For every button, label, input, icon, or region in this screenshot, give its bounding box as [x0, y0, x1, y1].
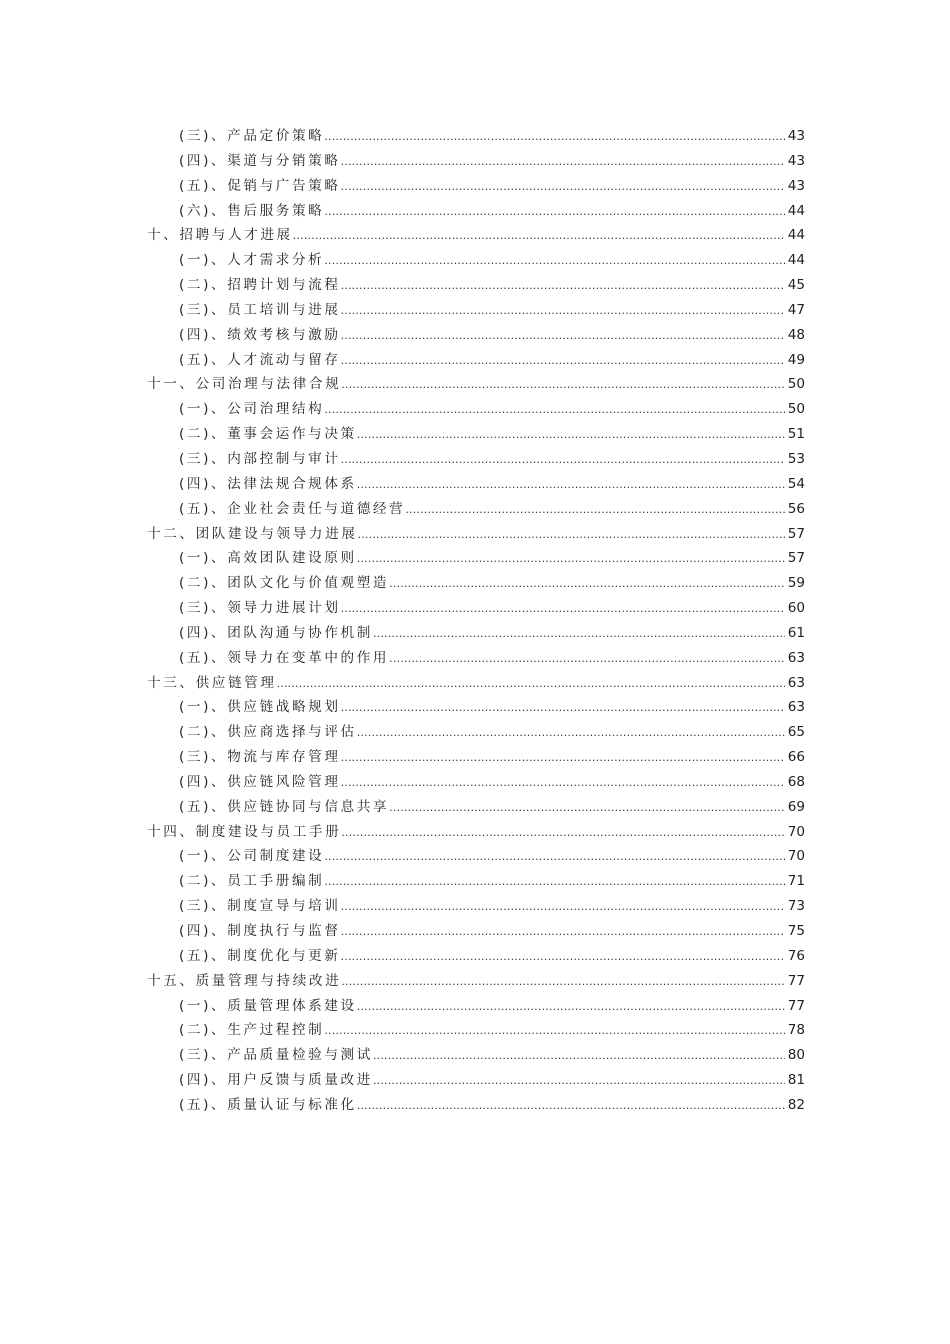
toc-entry-title: (四)、绩效考核与激励 — [179, 326, 341, 343]
toc-dot-leader — [341, 745, 785, 770]
toc-entry-title: (二)、董事会运作与决策 — [179, 426, 357, 443]
toc-chapter-entry[interactable] — [0, 522, 950, 547]
toc-entry-page-number: 82 — [787, 1096, 805, 1113]
toc-entry-page-number: 48 — [787, 326, 805, 343]
toc-section-entry[interactable] — [0, 422, 950, 447]
toc-dot-leader — [373, 1068, 785, 1093]
toc-section-entry[interactable] — [0, 695, 950, 720]
toc-dot-leader — [373, 1043, 785, 1068]
toc-entry-title: (二)、员工手册编制 — [179, 873, 325, 890]
toc-entry-page-number: 56 — [787, 500, 805, 517]
toc-entry-page-number: 43 — [787, 177, 805, 194]
toc-dot-leader — [357, 720, 785, 745]
toc-entry-title: (五)、制度优化与更新 — [179, 947, 341, 964]
toc-entry-page-number: 65 — [787, 724, 805, 741]
toc-section-entry[interactable] — [0, 646, 950, 671]
table-of-contents — [0, 124, 950, 1118]
toc-dot-leader — [324, 1018, 785, 1043]
toc-entry-page-number: 70 — [787, 848, 805, 865]
toc-chapter-entry[interactable] — [0, 671, 950, 696]
toc-section-entry[interactable] — [0, 174, 950, 199]
toc-dot-leader — [357, 994, 785, 1019]
toc-dot-leader — [341, 770, 785, 795]
toc-entry-title: (三)、物流与库存管理 — [179, 749, 341, 766]
toc-entry-title: 十五、质量管理与持续改进 — [147, 972, 342, 989]
toc-chapter-entry[interactable] — [0, 372, 950, 397]
toc-section-entry[interactable] — [0, 199, 950, 224]
toc-entry-title: (三)、内部控制与审计 — [179, 450, 341, 467]
toc-dot-leader — [357, 1093, 785, 1118]
toc-dot-leader — [341, 372, 785, 397]
toc-dot-leader — [341, 149, 785, 174]
toc-entry-title: 十二、团队建设与领导力进展 — [147, 525, 358, 542]
toc-entry-page-number: 44 — [787, 227, 805, 244]
toc-entry-title: (四)、法律法规合规体系 — [179, 475, 357, 492]
toc-entry-page-number: 63 — [787, 649, 805, 666]
toc-entry-title: (五)、质量认证与标准化 — [179, 1096, 357, 1113]
toc-entry-page-number: 57 — [787, 550, 805, 567]
toc-section-entry[interactable] — [0, 621, 950, 646]
toc-chapter-entry[interactable] — [0, 223, 950, 248]
toc-section-entry[interactable] — [0, 1018, 950, 1043]
toc-entry-page-number: 43 — [787, 152, 805, 169]
toc-entry-title: (四)、制度执行与监督 — [179, 923, 341, 939]
toc-section-entry[interactable] — [0, 994, 950, 1019]
toc-dot-leader — [341, 273, 785, 298]
toc-dot-leader — [324, 844, 785, 869]
toc-dot-leader — [341, 323, 785, 348]
toc-entry-title: (三)、产品定价策略 — [179, 128, 325, 144]
toc-dot-leader — [341, 298, 785, 323]
toc-section-entry[interactable] — [0, 944, 950, 969]
toc-section-entry[interactable] — [0, 447, 950, 472]
toc-section-entry[interactable] — [0, 795, 950, 820]
toc-entry-page-number: 50 — [787, 376, 805, 393]
toc-entry-page-number: 61 — [787, 624, 805, 641]
toc-dot-leader — [358, 522, 785, 547]
toc-section-entry[interactable] — [0, 770, 950, 795]
toc-section-entry[interactable] — [0, 894, 950, 919]
toc-entry-page-number: 54 — [787, 475, 805, 492]
toc-dot-leader — [389, 646, 785, 671]
toc-section-entry[interactable] — [0, 348, 950, 373]
toc-section-entry[interactable] — [0, 571, 950, 596]
toc-dot-leader — [341, 447, 785, 472]
toc-entry-page-number: 44 — [787, 202, 805, 219]
toc-section-entry[interactable] — [0, 273, 950, 298]
toc-dot-leader — [324, 869, 785, 894]
toc-dot-leader — [341, 174, 785, 199]
toc-entry-page-number: 50 — [787, 401, 805, 418]
toc-section-entry[interactable] — [0, 869, 950, 894]
toc-entry-page-number: 43 — [787, 128, 805, 144]
toc-dot-leader — [389, 795, 785, 820]
toc-dot-leader — [324, 124, 785, 149]
toc-dot-leader — [341, 944, 785, 969]
toc-entry-title: 十三、供应链管理 — [147, 674, 277, 691]
toc-dot-leader — [341, 596, 785, 621]
toc-entry-page-number: 60 — [787, 600, 805, 617]
toc-dot-leader — [324, 199, 785, 224]
toc-section-entry[interactable] — [0, 720, 950, 745]
toc-entry-title: (二)、生产过程控制 — [179, 1022, 325, 1039]
toc-section-entry[interactable] — [0, 124, 950, 149]
toc-section-entry[interactable] — [0, 1093, 950, 1118]
toc-entry-page-number: 63 — [787, 699, 805, 716]
toc-entry-title: 十一、公司治理与法律合规 — [147, 376, 342, 393]
toc-dot-leader — [357, 472, 785, 497]
toc-entry-page-number: 80 — [787, 1047, 805, 1064]
toc-entry-title: (五)、供应链协同与信息共享 — [179, 798, 390, 815]
toc-section-entry[interactable] — [0, 596, 950, 621]
toc-dot-leader — [357, 546, 785, 571]
toc-section-entry[interactable] — [0, 323, 950, 348]
toc-entry-page-number: 71 — [787, 873, 805, 890]
toc-entry-page-number: 47 — [787, 301, 805, 318]
toc-entry-page-number: 78 — [787, 1022, 805, 1039]
toc-entry-page-number: 68 — [787, 773, 805, 790]
toc-entry-title: (二)、团队文化与价值观塑造 — [179, 575, 390, 592]
toc-entry-title: (五)、促销与广告策略 — [179, 177, 341, 194]
toc-section-entry[interactable] — [0, 497, 950, 522]
toc-entry-page-number: 77 — [787, 997, 805, 1014]
toc-dot-leader — [341, 820, 785, 845]
toc-entry-title: (二)、供应商选择与评估 — [179, 724, 357, 741]
toc-entry-title: (一)、供应链战略规划 — [179, 699, 341, 716]
toc-dot-leader — [357, 422, 785, 447]
toc-entry-title: (一)、高效团队建设原则 — [179, 550, 357, 567]
toc-dot-leader — [341, 695, 785, 720]
toc-section-entry[interactable] — [0, 919, 950, 944]
toc-entry-title: (四)、用户反馈与质量改进 — [179, 1072, 373, 1089]
toc-entry-page-number: 53 — [787, 450, 805, 467]
toc-entry-title: (一)、公司治理结构 — [179, 401, 325, 418]
toc-entry-page-number: 69 — [787, 798, 805, 815]
toc-entry-page-number: 76 — [787, 947, 805, 964]
toc-entry-title: (五)、领导力在变革中的作用 — [179, 649, 390, 666]
toc-entry-page-number: 75 — [787, 923, 805, 939]
toc-section-entry[interactable] — [0, 248, 950, 273]
toc-entry-page-number: 59 — [787, 575, 805, 592]
toc-section-entry[interactable] — [0, 298, 950, 323]
toc-entry-title: (三)、领导力进展计划 — [179, 600, 341, 617]
toc-chapter-entry[interactable] — [0, 820, 950, 845]
toc-entry-title: (四)、渠道与分销策略 — [179, 152, 341, 169]
toc-entry-page-number: 81 — [787, 1072, 805, 1089]
toc-entry-title: 十、招聘与人才进展 — [147, 227, 293, 244]
toc-entry-page-number: 49 — [787, 351, 805, 368]
toc-entry-page-number: 73 — [787, 898, 805, 915]
toc-entry-page-number: 44 — [787, 252, 805, 269]
toc-entry-title: (三)、员工培训与进展 — [179, 301, 341, 318]
toc-dot-leader — [341, 969, 785, 994]
toc-section-entry[interactable] — [0, 1043, 950, 1068]
toc-chapter-entry[interactable] — [0, 969, 950, 994]
toc-dot-leader — [389, 571, 785, 596]
toc-dot-leader — [373, 621, 785, 646]
toc-entry-title: (五)、人才流动与留存 — [179, 351, 341, 368]
toc-dot-leader — [405, 497, 785, 522]
toc-dot-leader — [324, 248, 785, 273]
toc-dot-leader — [277, 671, 785, 696]
toc-entry-title: (三)、制度宣导与培训 — [179, 898, 341, 915]
toc-dot-leader — [324, 397, 785, 422]
toc-section-entry[interactable] — [0, 1068, 950, 1093]
toc-entry-title: (三)、产品质量检验与测试 — [179, 1047, 373, 1064]
toc-dot-leader — [341, 919, 785, 944]
toc-section-entry[interactable] — [0, 149, 950, 174]
toc-entry-title: (二)、招聘计划与流程 — [179, 277, 341, 294]
toc-entry-title: (六)、售后服务策略 — [179, 202, 325, 219]
toc-entry-title: (五)、企业社会责任与道德经营 — [179, 500, 406, 517]
toc-entry-page-number: 45 — [787, 277, 805, 294]
toc-entry-page-number: 66 — [787, 749, 805, 766]
toc-entry-page-number: 51 — [787, 426, 805, 443]
toc-section-entry[interactable] — [0, 745, 950, 770]
toc-entry-title: (四)、团队沟通与协作机制 — [179, 624, 373, 641]
toc-entry-page-number: 63 — [787, 674, 805, 691]
toc-entry-page-number: 57 — [787, 525, 805, 542]
toc-entry-title: (四)、供应链风险管理 — [179, 773, 341, 790]
toc-section-entry[interactable] — [0, 472, 950, 497]
toc-entry-page-number: 70 — [787, 823, 805, 840]
toc-dot-leader — [341, 894, 785, 919]
toc-entry-title: (一)、公司制度建设 — [179, 848, 325, 865]
toc-section-entry[interactable] — [0, 844, 950, 869]
toc-entry-title: (一)、人才需求分析 — [179, 252, 325, 269]
toc-section-entry[interactable] — [0, 397, 950, 422]
toc-entry-title: (一)、质量管理体系建设 — [179, 997, 357, 1014]
toc-dot-leader — [293, 223, 785, 248]
toc-dot-leader — [341, 348, 785, 373]
toc-entry-page-number: 77 — [787, 972, 805, 989]
toc-section-entry[interactable] — [0, 546, 950, 571]
toc-entry-title: 十四、制度建设与员工手册 — [147, 823, 342, 840]
